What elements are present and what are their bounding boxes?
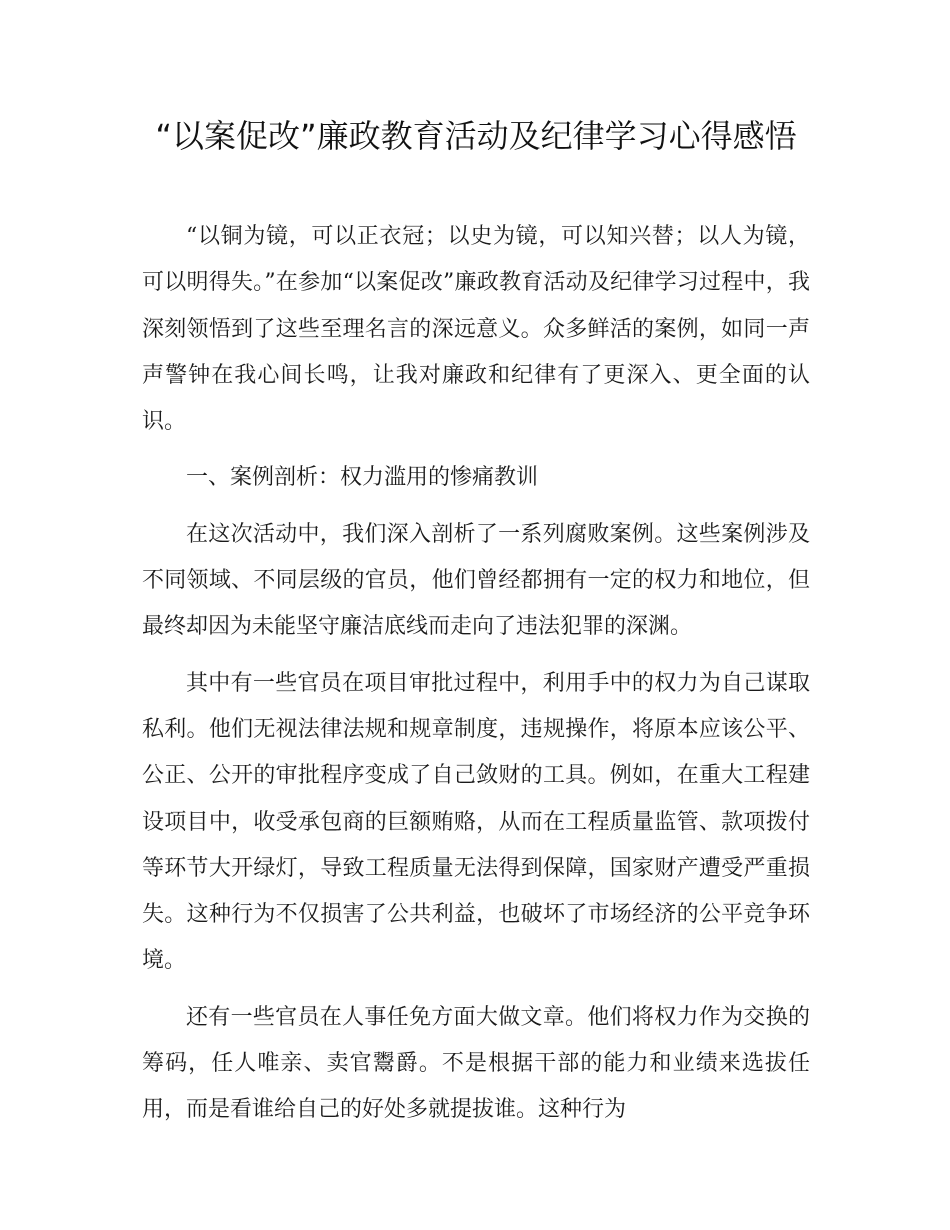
body-paragraph: 还有一些官员在人事任免方面大做文章。他们将权力作为交换的筹码，任人唯亲、卖官鬻爵。不是根据干部的能力和业绩来选拔任用，而是看谁给自己的好处多就提拔谁。这种行为: [142, 1004, 810, 1123]
document-title: “以案促改”廉政教育活动及纪律学习心得感悟: [155, 117, 797, 155]
section-heading: 一、案例剖析：权力滥用的惨痛教训: [186, 465, 539, 491]
body-paragraph: 其中有一些官员在项目审批过程中，利用手中的权力为自己谋取私利。他们无视法律法规和规章制度，违规操作，将原本应该公平、公正、公开的审批程序变成了自己敛财的工具。例如，在重大工程建设项目中，收受承包商的巨额贿赂，从而在工程质量监管、款项拨付等环节大开绿灯，导致工程质量无法得到保障，国家财产遭受严重损失。这种行为不仅损害了公共利益，也破坏了市场经济的公平竞争环境。: [142, 670, 810, 974]
body-paragraph: 在这次活动中，我们深入剖析了一系列腐败案例。这些案例涉及不同领域、不同层级的官员，他们曾经都拥有一定的权力和地位，但最终却因为未能坚守廉洁底线而走向了违法犯罪的深渊。: [142, 521, 810, 640]
document-body: [142, 214, 810, 1134]
intro-paragraph: “以铜为镜，可以正衣冠；以史为镜，可以知兴替；以人为镜，可以明得失。”在参加“以案促改”廉政教育活动及纪律学习过程中，我深刻领悟到了这些至理名言的深远意义。众多鲜活的案例，如同一声声警钟在我心间长鸣，让我对廉政和纪律有了更深入、更全面的认识。: [142, 224, 810, 435]
